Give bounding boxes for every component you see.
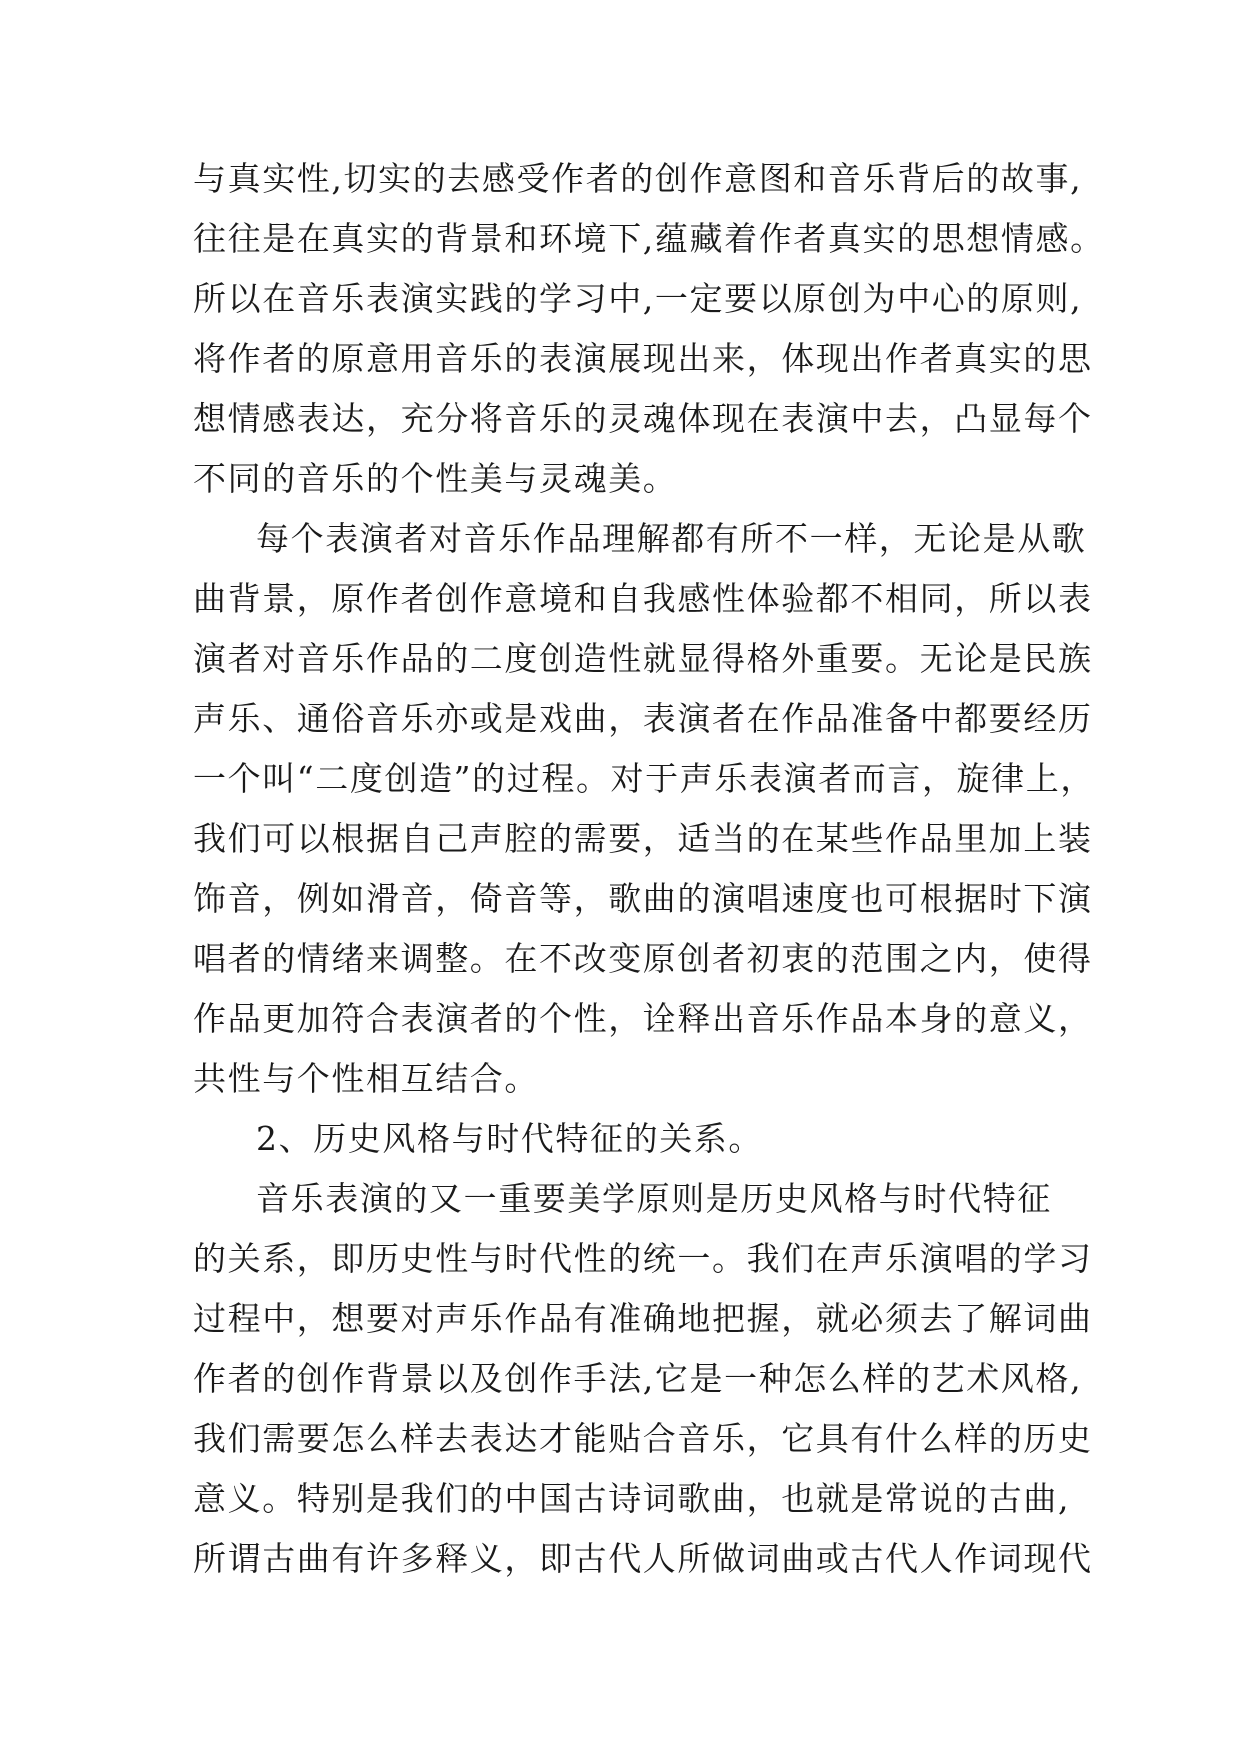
paragraph-first-line: 每个表演者对音乐作品理解都有所不一样，无论是从歌 <box>256 519 1087 558</box>
paragraph-line: 唱者的情绪来调整。在不改变原创者初衷的范围之内，使得 <box>193 939 1093 978</box>
paragraph-line: 曲背景，原作者创作意境和自我感性体验都不相同，所以表 <box>193 579 1093 618</box>
paragraph-line: 声乐、通俗音乐亦或是戏曲，表演者在作品准备中都要经历 <box>193 699 1093 738</box>
paragraph-line: 作品更加符合表演者的个性，诠释出音乐作品本身的意义， <box>193 999 1093 1038</box>
paragraph-line: 将作者的原意用音乐的表演展现出来，体现出作者真实的思 <box>193 339 1093 378</box>
paragraph-line: 演者对音乐作品的二度创造性就显得格外重要。无论是民族 <box>193 639 1093 678</box>
paragraph-line: 不同的音乐的个性美与灵魂美。 <box>193 459 678 498</box>
paragraph-line: 所以在音乐表演实践的学习中,一定要以原创为中心的原则, <box>193 279 1083 318</box>
paragraph-line: 与真实性,切实的去感受作者的创作意图和音乐背后的故事, <box>193 159 1083 198</box>
paragraph-line: 所谓古曲有许多释义，即古代人所做词曲或古代人作词现代 <box>193 1539 1093 1578</box>
paragraph-line: 的关系，即历史性与时代性的统一。我们在声乐演唱的学习 <box>193 1239 1093 1278</box>
paragraph-line: 共性与个性相互结合。 <box>193 1059 539 1098</box>
paragraph-line: 作者的创作背景以及创作手法,它是一种怎么样的艺术风格, <box>193 1359 1083 1398</box>
paragraph-line: 我们需要怎么样去表达才能贴合音乐，它具有什么样的历史 <box>193 1419 1093 1458</box>
paragraph-line: 意义。特别是我们的中国古诗词歌曲，也就是常说的古曲, <box>193 1479 1071 1518</box>
paragraph-line: 我们可以根据自己声腔的需要，适当的在某些作品里加上装 <box>193 819 1093 858</box>
paragraph-line: 饰音，例如滑音，倚音等，歌曲的演唱速度也可根据时下演 <box>193 879 1093 918</box>
section-heading: 2、历史风格与时代特征的关系。 <box>256 1119 763 1158</box>
paragraph-line: 一个叫“二度创造”的过程。对于声乐表演者而言，旋律上， <box>193 759 1095 798</box>
paragraph-line: 往往是在真实的背景和环境下,蕴藏着作者真实的思想情感。 <box>193 219 1105 258</box>
paragraph-first-line: 音乐表演的又一重要美学原则是历史风格与时代特征 <box>256 1179 1052 1218</box>
paragraph-line: 想情感表达，充分将音乐的灵魂体现在表演中去，凸显每个 <box>193 399 1093 438</box>
paragraph-line: 过程中，想要对声乐作品有准确地把握，就必须去了解词曲 <box>193 1299 1093 1338</box>
